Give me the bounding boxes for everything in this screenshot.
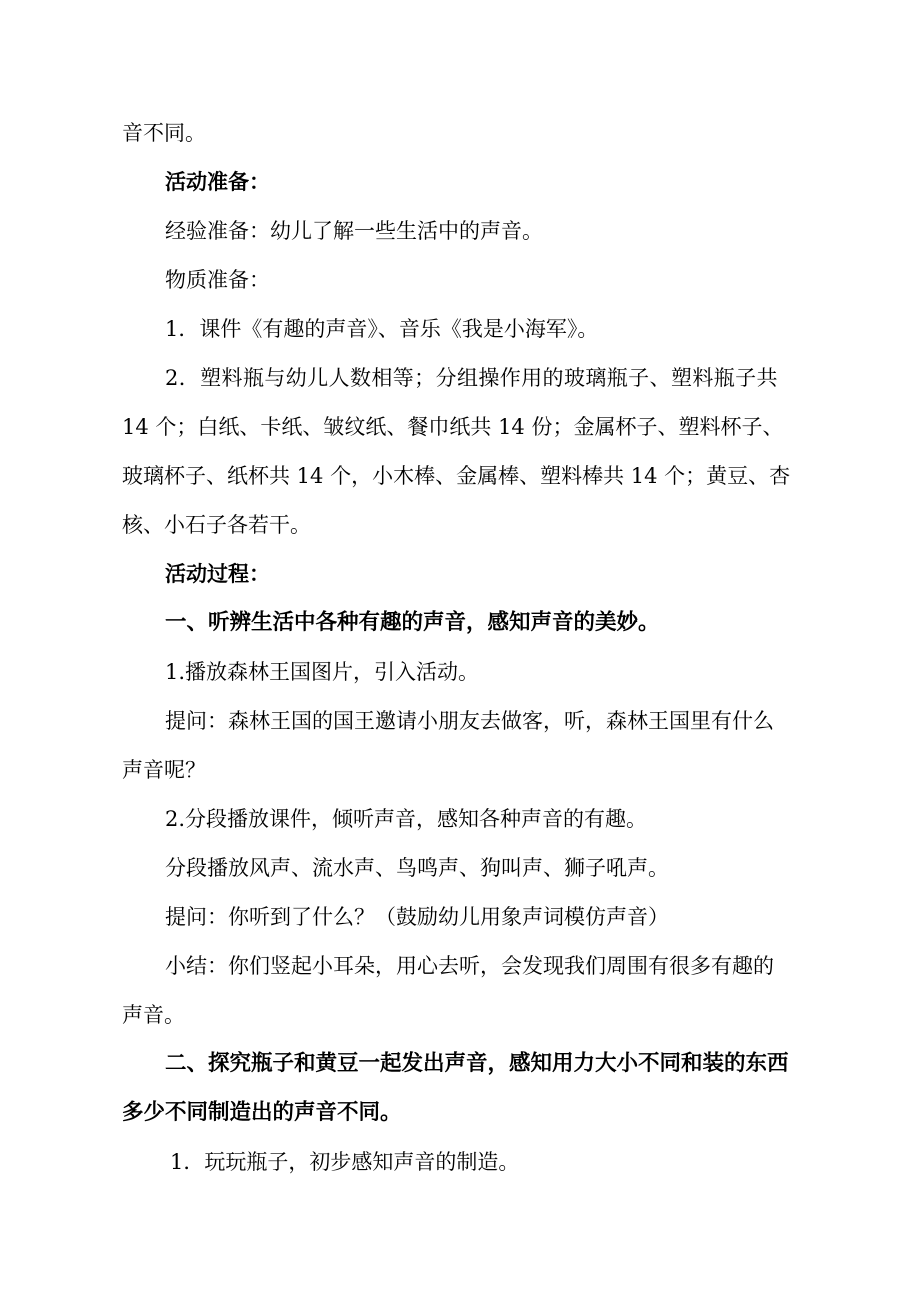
- text-line: 核、小石子各若干。: [122, 513, 311, 537]
- section-heading-preparation: 活动准备：: [165, 169, 270, 194]
- text-line: 物质准备：: [165, 268, 270, 292]
- text-line: 玻璃杯子、纸杯共 14 个，小木棒、金属棒、塑料棒共 14 个；黄豆、杏: [122, 464, 791, 488]
- list-item: 2．塑料瓶与幼儿人数相等；分组操作用的玻璃瓶子、塑料瓶子共: [165, 366, 778, 390]
- text-line: 14 个；白纸、卡纸、皱纹纸、餐巾纸共 14 份；金属杯子、塑料杯子、: [122, 415, 784, 439]
- text-line: 提问：森林王国的国王邀请小朋友去做客，听，森林王国里有什么: [165, 709, 774, 733]
- list-item: 1.播放森林王国图片，引入活动。: [165, 660, 480, 684]
- part-two-heading: 二、探究瓶子和黄豆一起发出声音，感知用力大小不同和装的东西: [165, 1051, 789, 1076]
- part-one-heading: 一、听辨生活中各种有趣的声音，感知声音的美妙。: [165, 610, 660, 635]
- section-heading-process: 活动过程：: [165, 561, 270, 586]
- text-line: 声音呢？: [122, 758, 206, 782]
- text-line: 声音。: [122, 1003, 185, 1027]
- text-line: 分段播放风声、流水声、鸟鸣声、狗叫声、狮子吼声。: [165, 856, 669, 880]
- text-line: 音不同。: [122, 121, 206, 145]
- text-line: 经验准备：幼儿了解一些生活中的声音。: [165, 219, 543, 243]
- text-line: 小结：你们竖起小耳朵，用心去听，会发现我们周围有很多有趣的: [165, 954, 774, 978]
- list-item: 1．玩玩瓶子，初步感知声音的制造。: [170, 1150, 520, 1174]
- list-item: 1．课件《有趣的声音》、音乐《我是小海军》。: [165, 317, 599, 341]
- text-line: 提问：你听到了什么？（鼓励幼儿用象声词模仿声音）: [165, 905, 669, 929]
- list-item: 2.分段播放课件，倾听声音，感知各种声音的有趣。: [165, 807, 648, 831]
- part-two-heading-cont: 多少不同制造出的声音不同。: [122, 1100, 402, 1125]
